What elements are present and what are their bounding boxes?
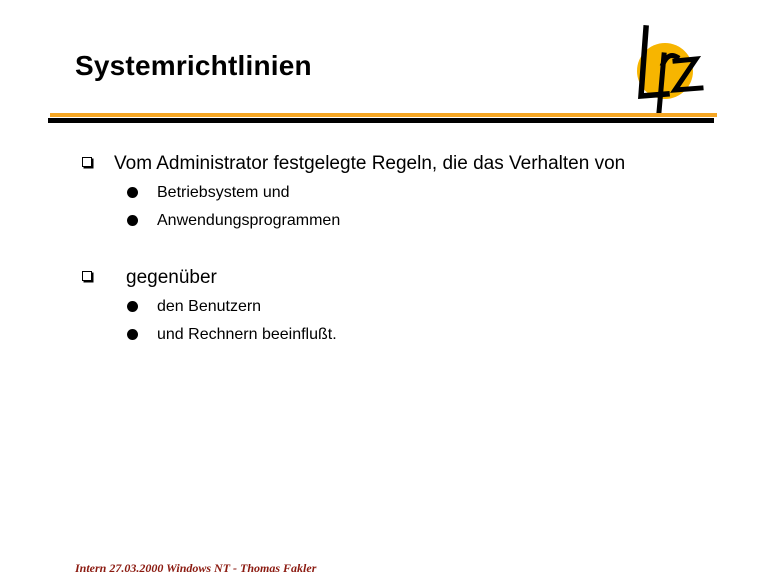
sub-list-item-text: Anwendungsprogrammen: [157, 212, 341, 229]
sub-list-item-text: und Rechnern beeinflußt.: [157, 326, 337, 343]
slide-title: Systemrichtlinien: [75, 50, 312, 81]
dot-bullet-icon: [127, 301, 138, 312]
dot-bullet-icon: [127, 215, 138, 226]
checkbox-bullet-icon: [82, 157, 92, 167]
footer-text: Intern 27.03.2000 Windows NT - Thomas Fakler: [75, 561, 317, 575]
list-item-text: gegenüber: [126, 267, 217, 288]
sub-list-item-text: den Benutzern: [157, 298, 262, 315]
dot-bullet-icon: [127, 329, 138, 340]
checkbox-bullet-icon: [82, 271, 92, 281]
dot-bullet-icon: [127, 187, 138, 198]
sub-list-item-text: Betriebsystem und: [157, 184, 290, 201]
list-item-text: Vom Administrator festgelegte Regeln, die das Verhalten von: [114, 153, 626, 174]
